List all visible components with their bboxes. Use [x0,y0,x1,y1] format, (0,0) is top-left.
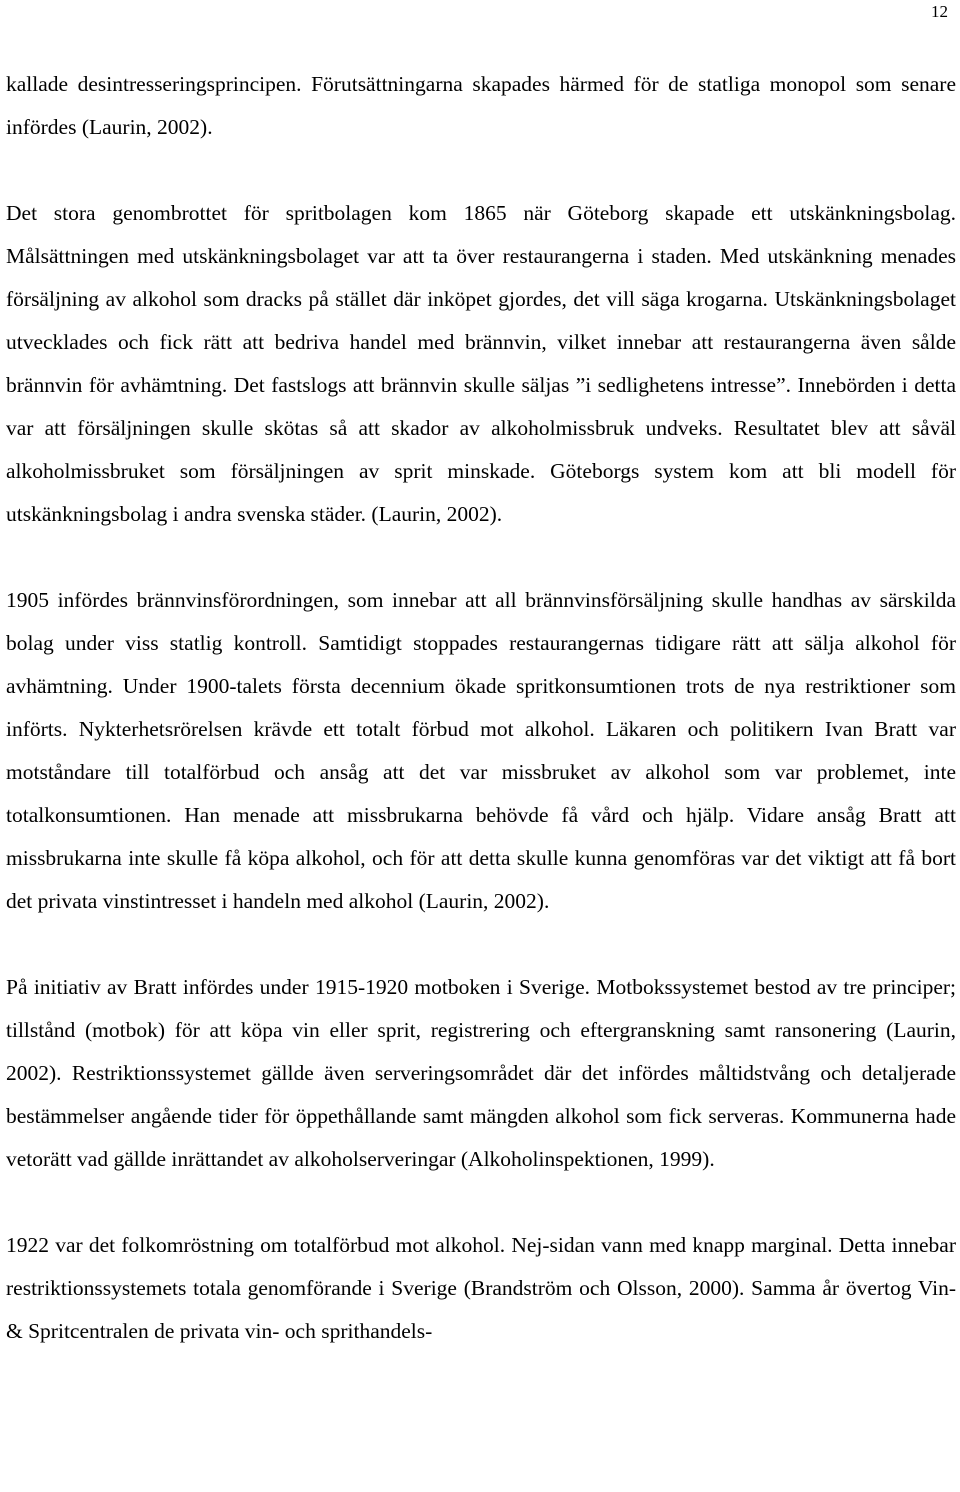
paragraph: På initiativ av Bratt infördes under 1915-1920 motboken i Sverige. Motbokssystemet bestod av tre principer; tillstånd (motbok) för att köpa vin eller sprit, registrering och eftergranskning samt ransonering (Laurin, 2002). Restriktionssystemet gällde även serveringsområdet där det infördes måltidstvång och detaljerade bestämmelser angående tider för öppethållande samt mängden alkohol som fick serveras. Kommunerna hade vetorätt vad gällde inrättandet av alkoholserveringar (Alkoholinspektionen, 1999). [6,975,956,1171]
paragraph: kallade desintresseringsprincipen. Förutsättningarna skapades härmed för de statliga monopol som senare infördes (Laurin, 2002). [6,72,956,139]
page-number: 12 [931,2,948,21]
document-body [6,63,956,1353]
paragraph: 1922 var det folkomröstning om totalförbud mot alkohol. Nej-sidan vann med knapp marginal. Detta innebar restriktionssystemets totala genomförande i Sverige (Brandström och Olsson, 2000). Samma år övertog Vin- & Spritcentralen de privata vin- och sprithandels- [6,1233,956,1343]
paragraph: 1905 infördes brännvinsförordningen, som innebar att all brännvinsförsäljning skulle handhas av särskilda bolag under viss statlig kontroll. Samtidigt stoppades restaurangernas tidigare rätt att sälja alkohol för avhämtning. Under 1900-talets första decennium ökade spritkonsumtionen trots de nya restriktioner som införts. Nykterhetsrörelsen krävde ett totalt förbud mot alkohol. Läkaren och politikern Ivan Bratt var motståndare till totalförbud och ansåg att det var missbruket av alkohol som var problemet, inte totalkonsumtionen. Han menade att missbrukarna behövde få vård och hjälp. Vidare ansåg Bratt att missbrukarna inte skulle få köpa alkohol, och för att detta skulle kunna genomföras var det viktigt att få bort det privata vinstintresset i handeln med alkohol (Laurin, 2002). [6,588,956,913]
paragraph: Det stora genombrottet för spritbolagen kom 1865 när Göteborg skapade ett utskänkningsbolag. Målsättningen med utskänkningsbolaget var att ta över restaurangerna i staden. Med utskänkning menades försäljning av alkohol som dracks på stället där inköpet gjordes, det vill säga krogarna. Utskänkningsbolaget utvecklades och fick rätt att bedriva handel med brännvin, vilket innebar att restaurangerna även sålde brännvin för avhämtning. Det fastslogs att brännvin skulle säljas ”i sedlighetens intresse”. Innebörden i detta var att försäljningen skulle skötas så att skador av alkoholmissbruk undveks. Resultatet blev att såväl alkoholmissbruket som försäljningen av sprit minskade. Göteborgs system kom att bli modell för utskänkningsbolag i andra svenska städer. (Laurin, 2002). [6,201,956,526]
